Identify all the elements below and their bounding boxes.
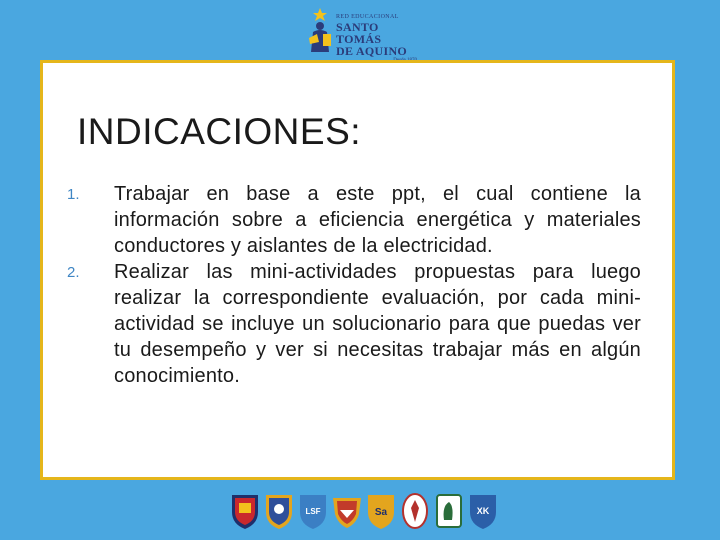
school-logo	[305, 8, 417, 58]
school-shield-icon-7	[434, 492, 464, 530]
instructions-list	[67, 181, 641, 389]
saint-figure-icon	[305, 8, 335, 56]
list-item	[67, 259, 641, 389]
school-shield-icon-3	[298, 492, 328, 530]
content-card	[40, 60, 675, 480]
list-item-text: Realizar las mini-actividades propuestas para luego realizar la correspondiente evaluación, por cada mini-actividad se incluye un solucionario para que puedas ver tu desempeño y ver si necesitas trabajar más en algún conocimiento.	[114, 261, 641, 387]
logo-line1: RED EDUCACIONAL	[336, 14, 399, 20]
list-item	[67, 181, 641, 259]
school-shield-icon-8	[468, 492, 498, 530]
logo-line2: SANTO TOMÁS	[336, 20, 382, 46]
school-shield-icon-1	[230, 492, 260, 530]
list-number: 2.	[67, 264, 80, 281]
school-shield-icon-6	[400, 492, 430, 530]
school-shield-icon-2	[264, 492, 294, 530]
list-number: 1.	[67, 186, 80, 203]
school-shield-icon-4	[332, 492, 362, 530]
svg-text:LSF: LSF	[305, 507, 321, 516]
page-title: INDICACIONES:	[77, 111, 362, 152]
school-shield-icon-5	[366, 492, 396, 530]
list-item-text: Trabajar en base a este ppt, el cual contiene la información sobre a eficiencia energética y materiales conductores y aislantes de la electricidad.	[114, 183, 641, 257]
school-badges	[222, 492, 502, 532]
svg-text:XK: XK	[476, 506, 490, 516]
svg-text:Sa: Sa	[374, 507, 388, 518]
logo-line3: DE AQUINO	[336, 44, 408, 58]
